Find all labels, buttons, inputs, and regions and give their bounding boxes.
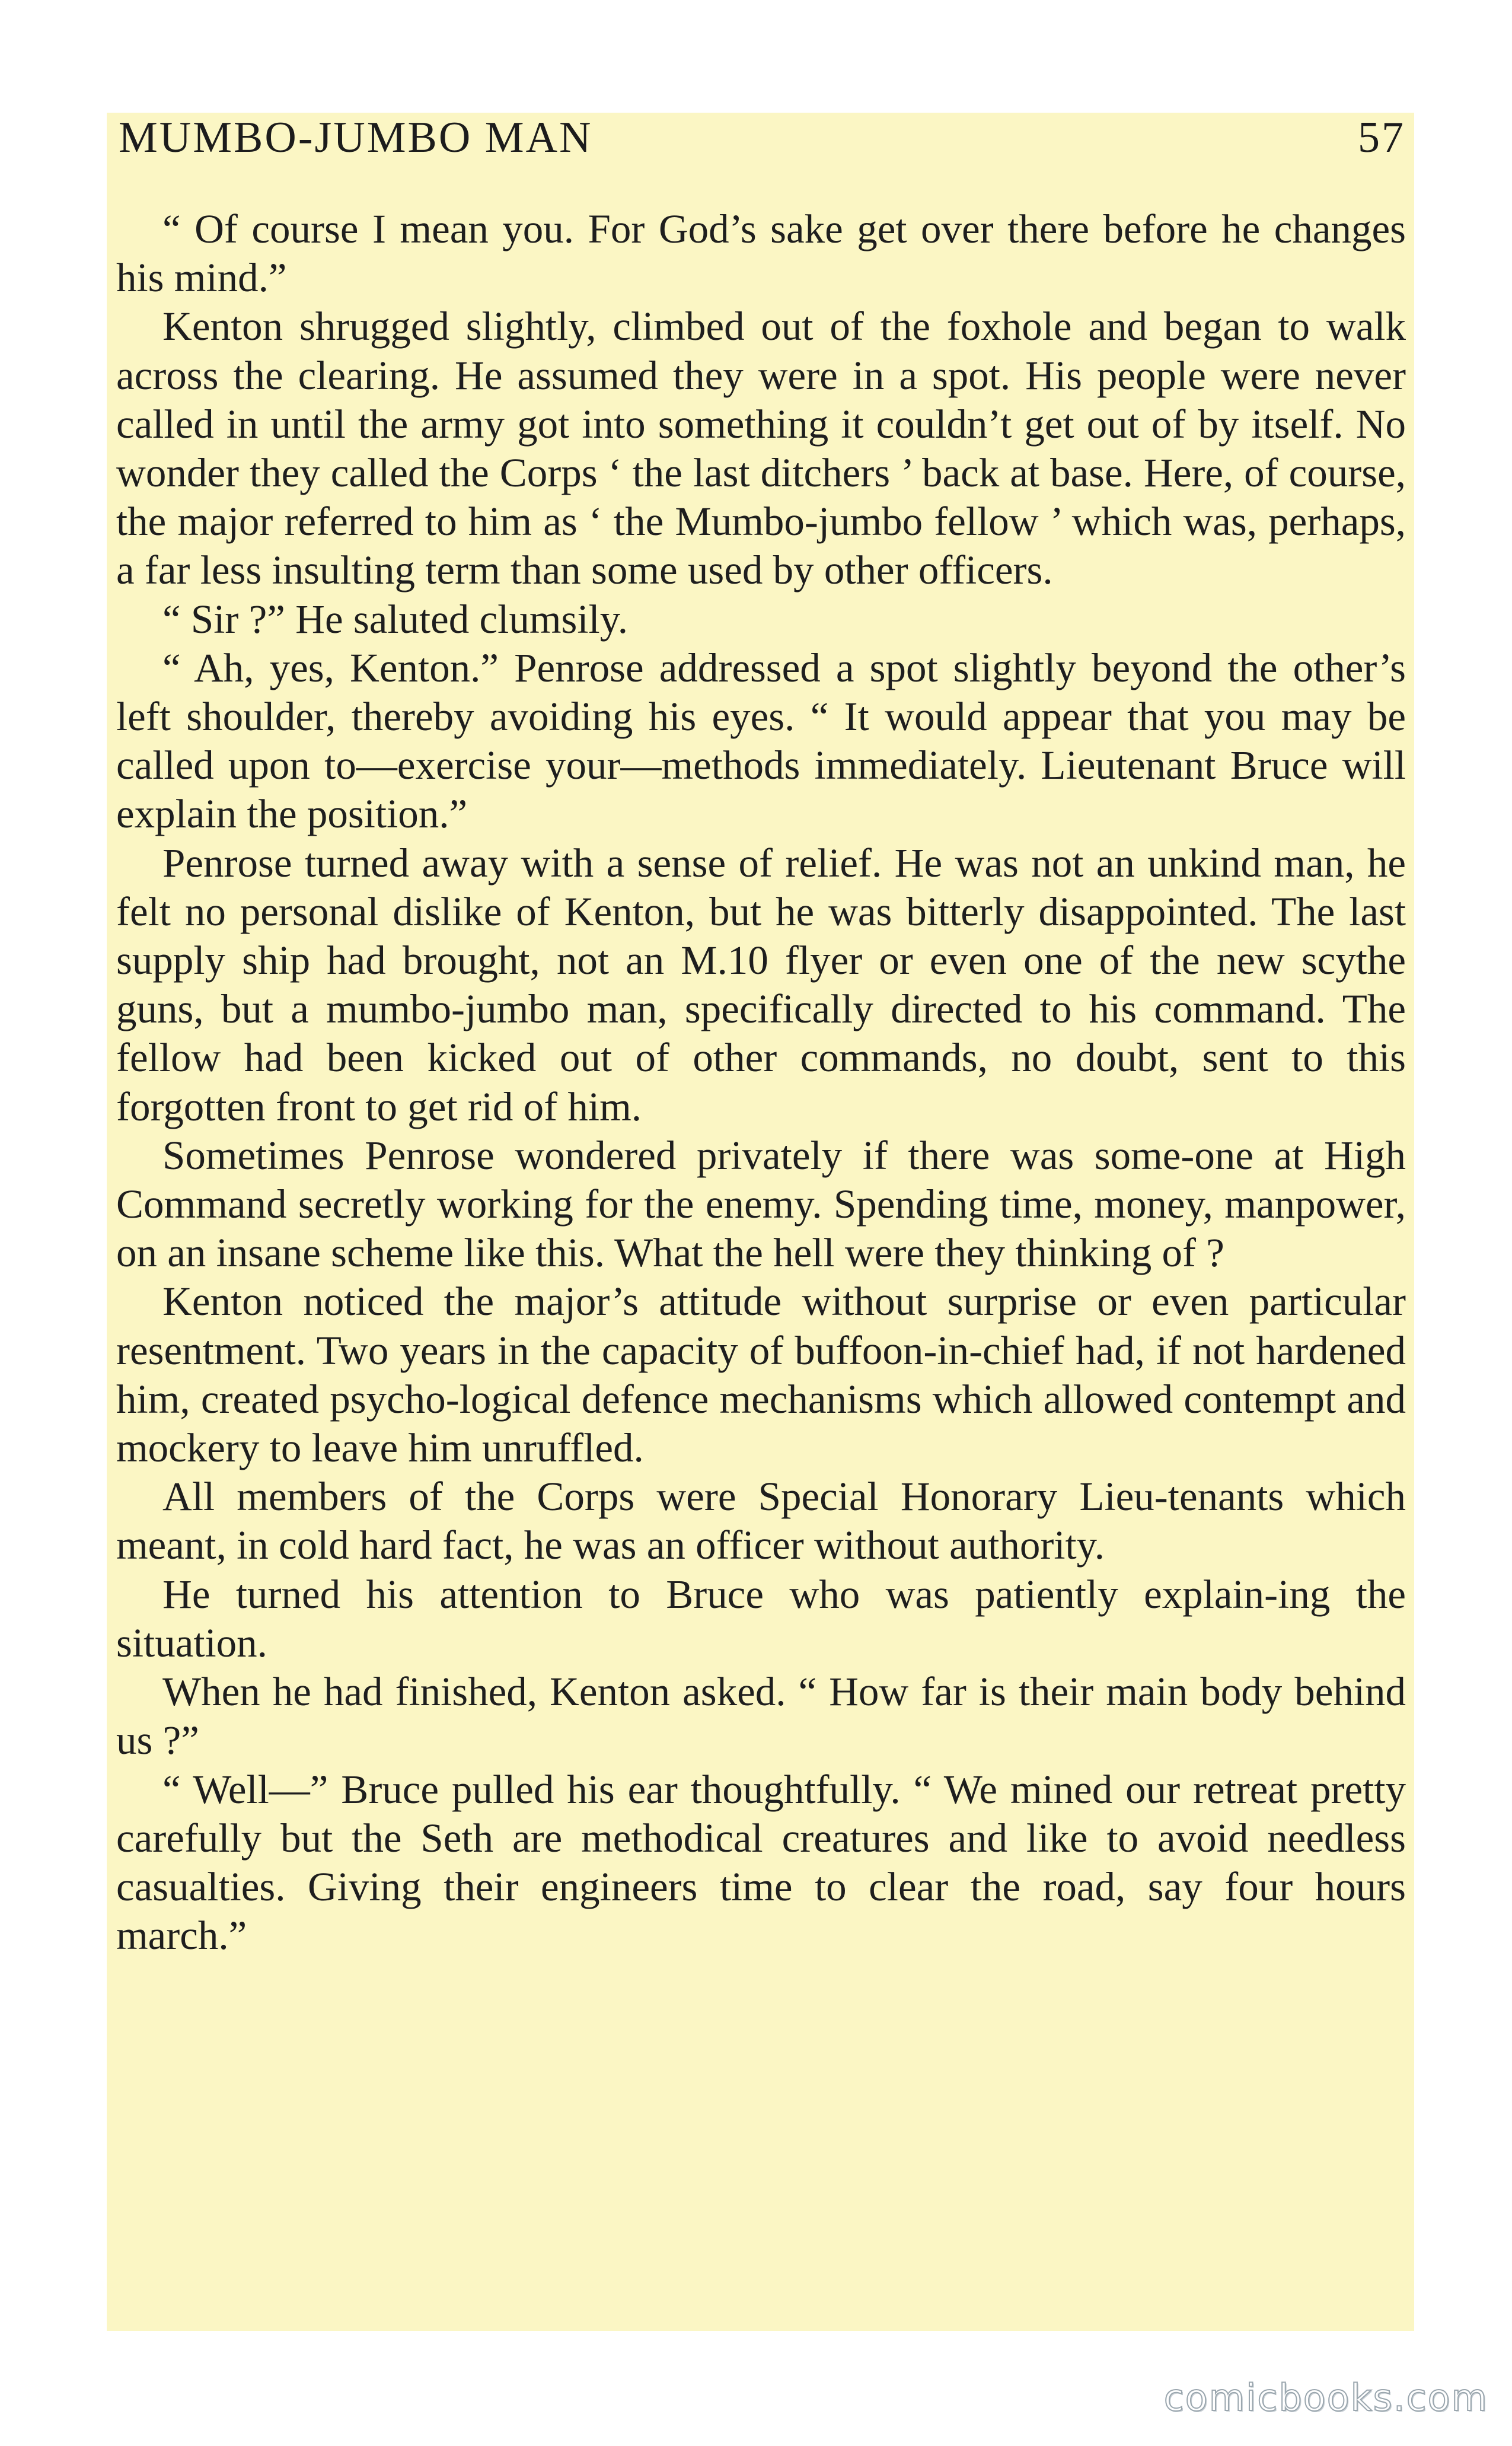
paragraph: Penrose turned away with a sense of relief. He was not an unkind man, he felt no personal dislike of Kenton, but he was bitterly disappointed. The last supply ship had brought, not an M.10 flyer or even one of the new scythe guns, but a mumbo-jumbo man, specifically directed to his command. The fellow had been kicked out of other commands, no doubt, sent to this forgotten front to get rid of him.	[116, 840, 1406, 1129]
page-number: 57	[1358, 113, 1405, 162]
paragraph: Sometimes Penrose wondered privately if there was some-one at High Command secretly working for the enemy. Spending time, money, manpower, on an insane scheme like this. What the hell were they thinking of ?	[116, 1132, 1406, 1276]
paragraph: “ Ah, yes, Kenton.” Penrose addressed a spot slightly beyond the other’s left shoulder, thereby avoiding his eyes. “ It would appear that you may be called upon to—exercise your—methods immediately. Lieutenant Bruce will explain the position.”	[116, 645, 1406, 837]
site-watermark: comicbooks.com	[1163, 2376, 1488, 2419]
paragraph: “ Well—” Bruce pulled his ear thoughtfully. “ We mined our retreat pretty carefully but the Seth are methodical creatures and like to avoid needless casualties. Giving their engineers time to clear the road, say four hours march.”	[116, 1766, 1406, 1958]
paragraph: “ Sir ?” He saluted clumsily.	[162, 596, 628, 642]
page-header	[119, 113, 1405, 172]
paragraph: “ Of course I mean you. For God’s sake get over there before he changes his mind.”	[116, 206, 1406, 301]
paragraph: When he had finished, Kenton asked. “ How far is their main body behind us ?”	[116, 1669, 1406, 1763]
running-title: MUMBO-JUMBO MAN	[119, 113, 593, 162]
paragraph: Kenton noticed the major’s attitude without surprise or even particular resentment. Two years in the capacity of buffoon-in-chief had, if not hardened him, created psycho-logical defence mechanisms which allowed contempt and mockery to leave him unruffled.	[116, 1279, 1406, 1471]
body-text	[116, 205, 1406, 1960]
paragraph: He turned his attention to Bruce who was patiently explain-ing the situation.	[116, 1571, 1406, 1665]
paragraph: Kenton shrugged slightly, climbed out of the foxhole and began to walk across the clearing. He assumed they were in a spot. His people were never called in until the army got into something it couldn’t get out of by itself. No wonder they called the Corps ‘ the last ditchers ’ back at base. Here, of course, the major referred to him as ‘ the Mumbo-jumbo fellow ’ which was, perhaps, a far less insulting term than some used by other officers.	[116, 304, 1406, 593]
paragraph: All members of the Corps were Special Honorary Lieu-tenants which meant, in cold hard fact, he was an officer without authority.	[116, 1474, 1406, 1568]
